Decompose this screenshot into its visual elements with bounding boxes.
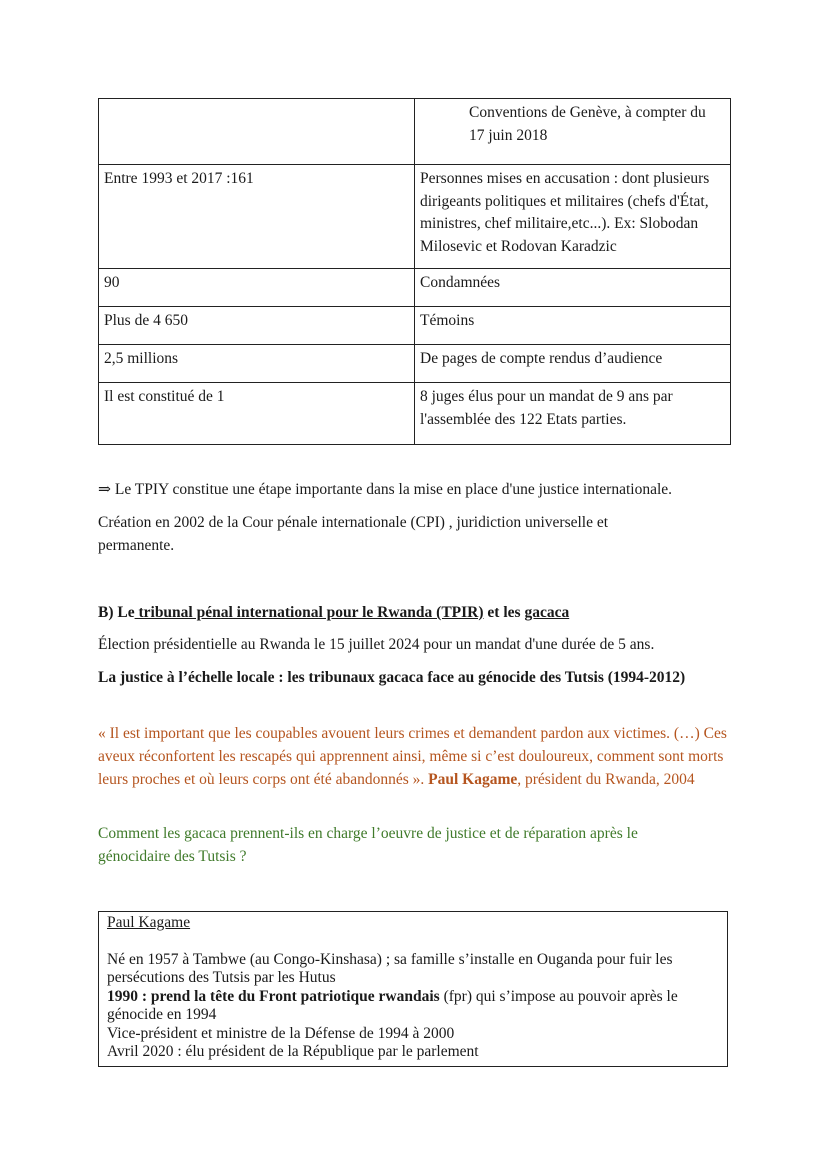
quote-block xyxy=(98,722,738,791)
table-cell-left: 2,5 millions xyxy=(99,345,415,383)
section-b-heading xyxy=(98,601,738,624)
table-row xyxy=(99,99,731,165)
table-cell-right xyxy=(415,99,731,165)
table-row xyxy=(99,345,731,383)
heading-prefix: B) Le xyxy=(98,604,135,621)
table-cell-left: 90 xyxy=(99,269,415,307)
table-cell-right: Condamnées xyxy=(415,269,731,307)
question: Comment les gacaca prennent-ils en charge l’oeuvre de justice et de réparation après le génocidaire des Tutsis ? xyxy=(98,825,638,865)
table-row xyxy=(99,307,731,345)
table-row xyxy=(99,269,731,307)
table-cell-text: Conventions de Genève, à compter du 17 juin 2018 xyxy=(469,104,706,144)
heading-tpir: tribunal pénal international pour le Rwanda (TPIR) xyxy=(134,604,484,621)
quote-source: , président du Rwanda, 2004 xyxy=(517,771,695,788)
quote-text: « Il est important que les coupables avouent leurs crimes et demandent pardon aux victimes. (…) Ces aveux réconfortent les rescapés qui apprennent ainsi, même si c’est douloureux, comment sont morts leurs proches et où leurs corps ont été abandonnés ». xyxy=(98,725,727,788)
quote-author: Paul Kagame xyxy=(428,771,518,788)
subtitle: La justice à l’échelle locale : les tribunaux gacaca face au génocide des Tutsis (1994-2012) xyxy=(98,669,686,686)
bio-line xyxy=(107,988,719,1025)
cpi-paragraph: Création en 2002 de la Cour pénale internationale (CPI) , juridiction universelle et permanente. xyxy=(98,514,609,554)
bio-line: Né en 1957 à Tambwe (au Congo-Kinshasa) ; sa famille s’installe en Ouganda pour fuir les persécutions des Tutsis par les Hutus xyxy=(107,950,673,986)
biography-box xyxy=(98,911,728,1067)
election-paragraph: Élection présidentielle au Rwanda le 15 juillet 2024 pour un mandat d'une durée de 5 ans. xyxy=(98,636,655,653)
table-cell-left: Il est constitué de 1 xyxy=(99,383,415,445)
bio-line: Avril 2020 : élu président de la République par le parlement xyxy=(107,1043,479,1060)
table-cell-left: Entre 1993 et 2017 :161 xyxy=(99,165,415,269)
heading-middle: et les xyxy=(483,604,525,621)
table-cell-left: Plus de 4 650 xyxy=(99,307,415,345)
table-row xyxy=(99,383,731,445)
table-cell-right: Témoins xyxy=(415,307,731,345)
table-cell-right: 8 juges élus pour un mandat de 9 ans par l'assemblée des 122 Etats parties. xyxy=(415,383,731,445)
tpiy-conclusion: ⇒ Le TPIY constitue une étape importante dans la mise en place d'une justice internationale. xyxy=(98,481,673,498)
table-cell-left xyxy=(99,99,415,165)
statistics-table xyxy=(98,98,731,445)
table-cell-right: Personnes mises en accusation : dont plusieurs dirigeants politiques et militaires (chefs d'État, ministres, chef militaire,etc...). Ex: Slobodan Milosevic et Rodovan Karadzic xyxy=(415,165,731,269)
bio-line: Vice-président et ministre de la Défense de 1994 à 2000 xyxy=(107,1024,455,1042)
heading-gacaca: gacaca xyxy=(524,604,570,621)
table-row xyxy=(99,165,731,269)
bio-line-rest: (fpr) qui s’impose au pouvoir après le génocide en 1994 xyxy=(107,987,678,1023)
table-cell-right: De pages de compte rendus d’audience xyxy=(415,345,731,383)
bio-line-bold: 1990 : prend la tête du Front patriotique rwandais xyxy=(107,987,440,1005)
bio-title: Paul Kagame xyxy=(107,914,191,931)
